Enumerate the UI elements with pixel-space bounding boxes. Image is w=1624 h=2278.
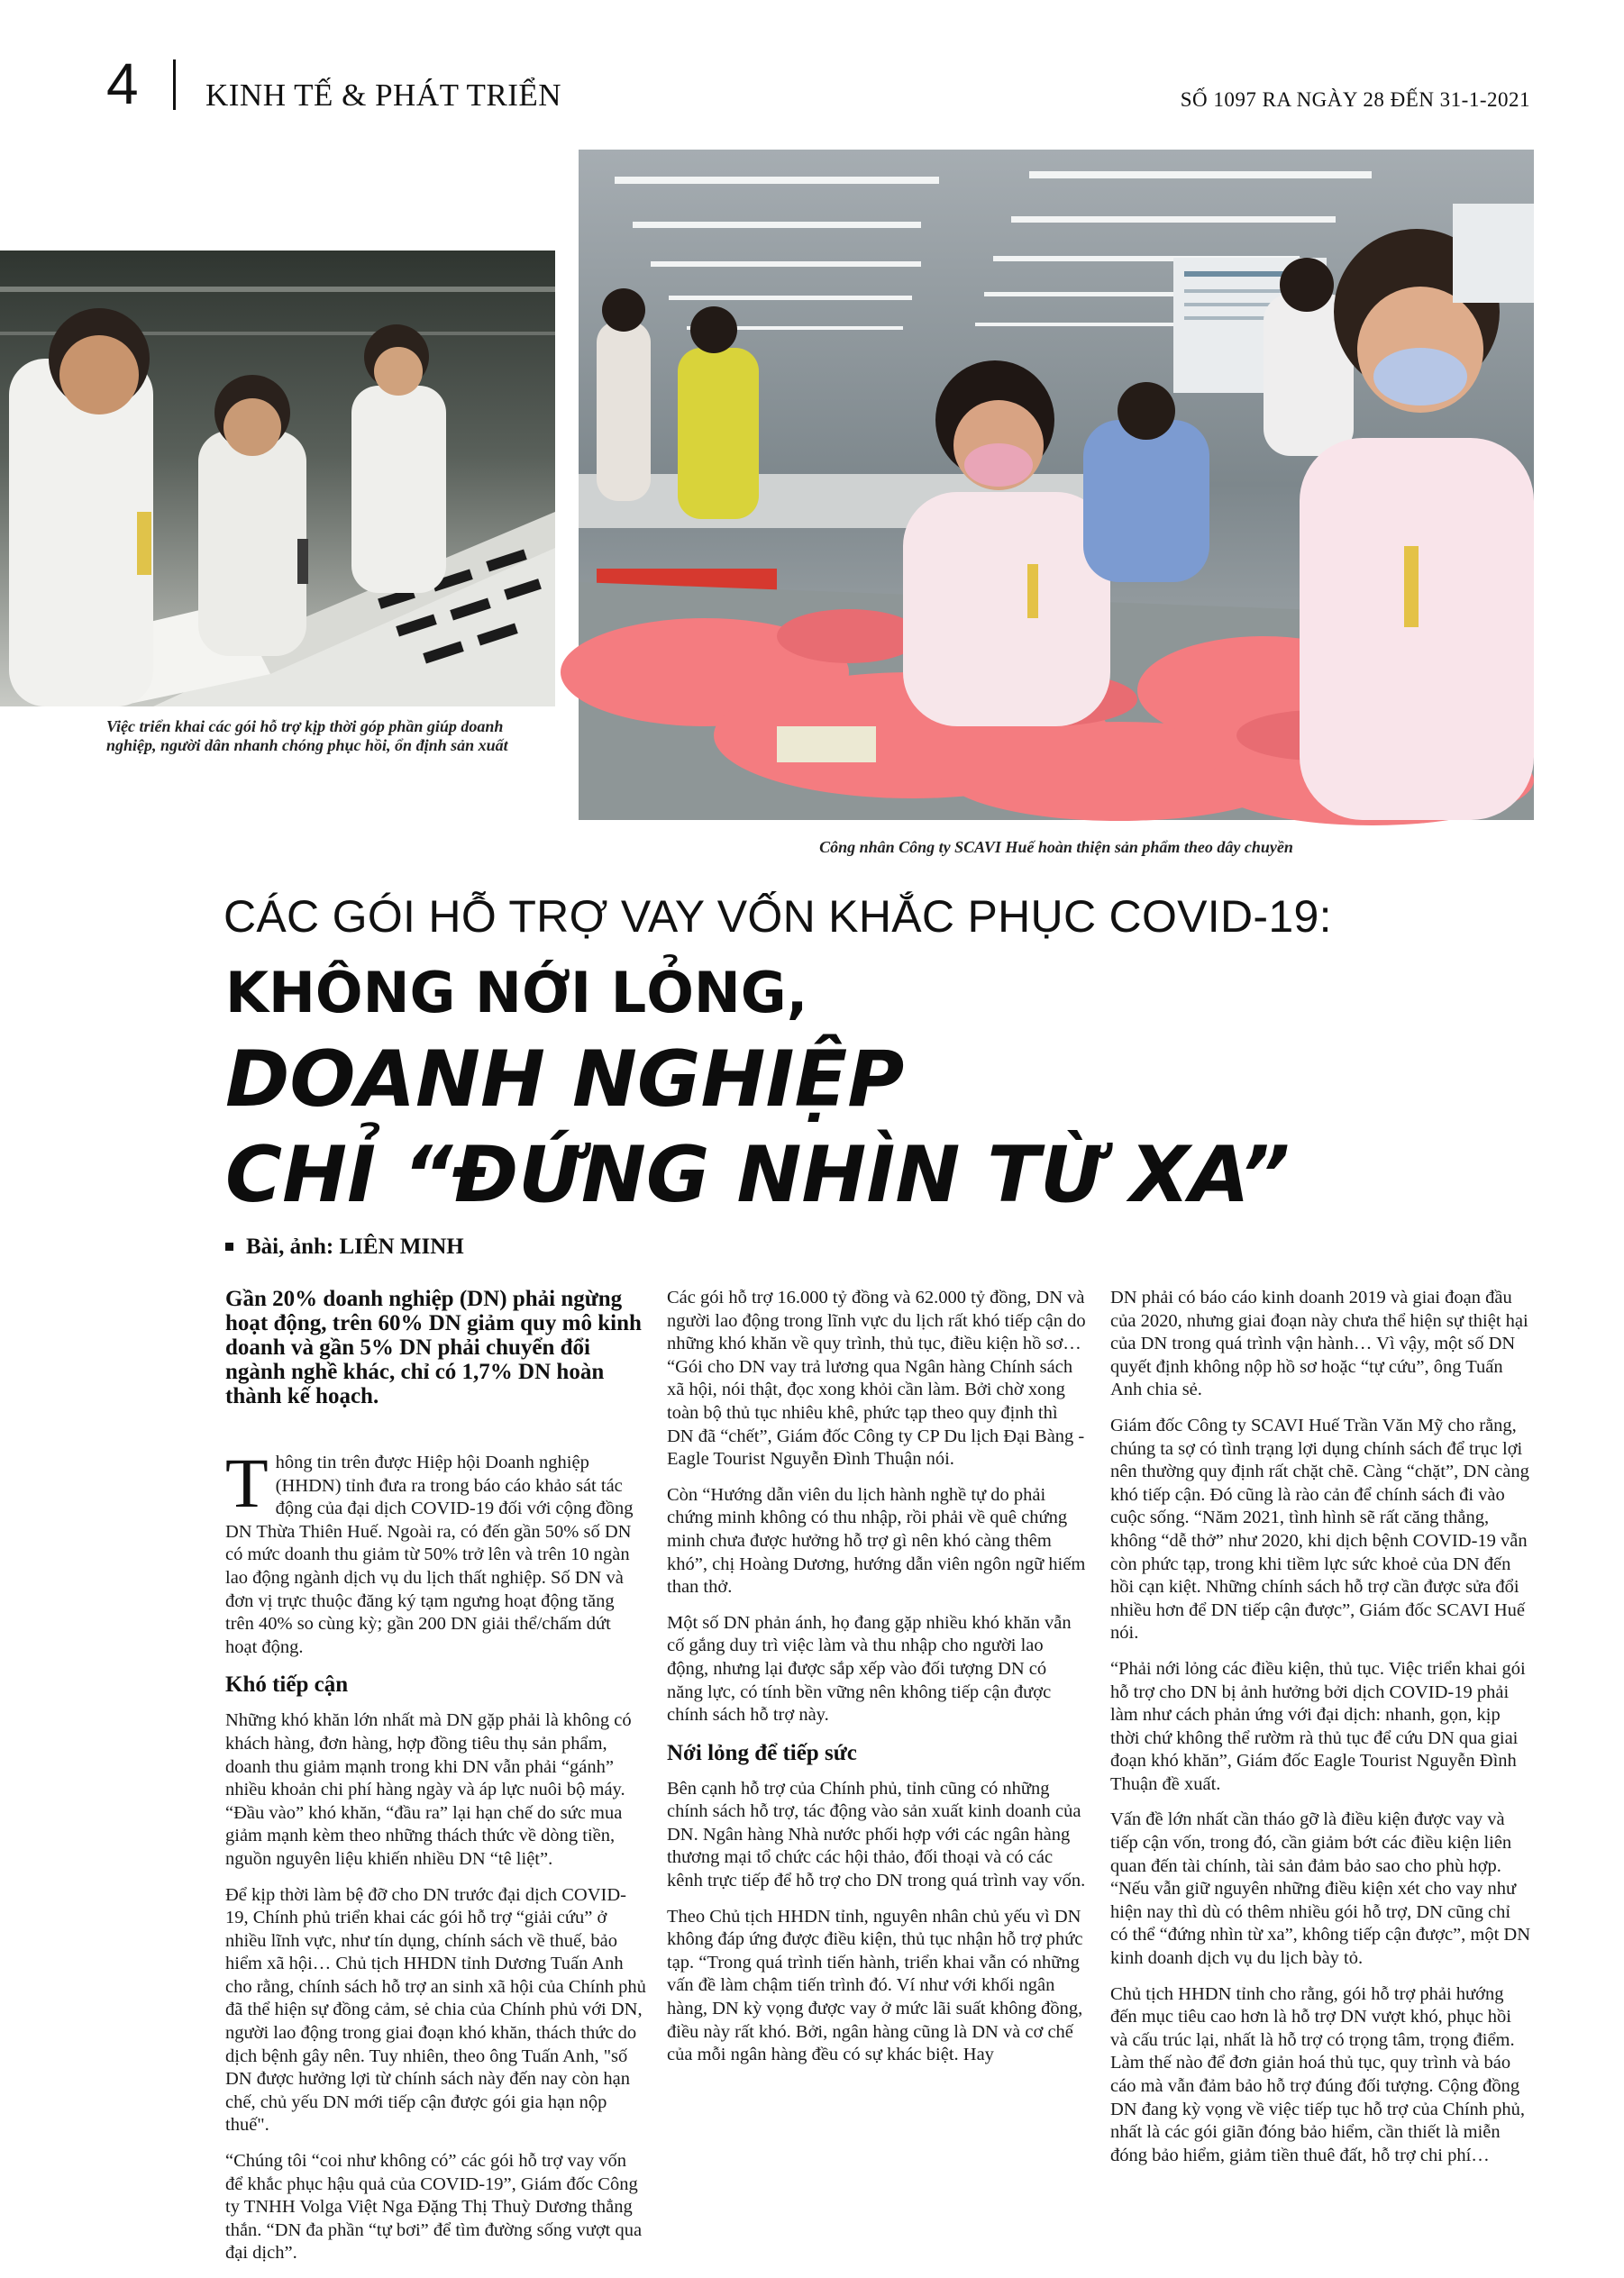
article-paragraph: DN phải có báo cáo kinh doanh 2019 và giai đoạn đầu của 2020, nhưng giai đoạn này chưa thể hiện sự thiệt hại của DN trong quá trình vận hành… Vì vậy, một số DN quyết định không nộp hồ sơ hoặc “tự cứu”, ông Tuấn Anh chia sẻ. xyxy=(1110,1288,1528,1400)
byline-bullet-icon xyxy=(225,1243,233,1251)
page-header xyxy=(0,0,1624,126)
subheading-noi-long: Nới lỏng để tiếp sức xyxy=(667,1740,857,1765)
article-lead: Gần 20% doanh nghiệp (DN) phải ngừng hoạt động, trên 60% DN giảm quy mô kinh doanh và gần 5% DN phải chuyển đổi ngành nghề khác, chỉ có 1,7% DN hoàn thành kế hoạch. xyxy=(225,1287,642,1408)
photo-factory-line-image xyxy=(579,150,1534,820)
article-paragraph: Chủ tịch HHDN tỉnh cho rằng, gói hỗ trợ phải hướng đến mục tiêu cao hơn là hỗ trợ DN vượt khó, phục hồi và cấu trúc lại, nhất là hỗ trợ có trọng tâm, trọng điểm. Làm thế nào để đơn giản hoá thủ tục, quy trình và báo cáo mà vẫn đảm bảo hỗ trợ đúng đối tượng. Cộng đồng DN đang kỳ vọng về việc tiếp tục hỗ trợ của Chính phủ, nhất là các gói giãn đóng bảo hiểm, cần thiết là miễn đóng bảo hiểm, giảm tiền thuê đất, hỗ trợ chi phí… xyxy=(1110,1983,1526,2165)
photo-workers-inspecting-image xyxy=(0,251,555,706)
article-paragraph: Còn “Hướng dẫn viên du lịch hành nghề tự do phải chứng minh không có thu nhập, rồi phải về quê chứng minh chưa được hưởng hỗ trợ gì nên khó càng thêm khó”, chị Hoàng Dương, hướng dẫn viên ngôn ngữ hiếm than thở. xyxy=(667,1484,1086,1598)
article-column-2 xyxy=(667,1287,1087,2080)
section-name: KINH TẾ & PHÁT TRIỂN xyxy=(205,77,561,113)
subheading-kho-tiep-can: Khó tiếp cận xyxy=(225,1672,349,1698)
page-number: 4 xyxy=(106,51,139,116)
article-paragraph: Theo Chủ tịch HHDN tỉnh, nguyên nhân chủ yếu vì DN không đáp ứng được điều kiện, thủ tục nhận hỗ trợ phức tạp. “Trong quá trình tiến hành, triển khai vẫn có những vấn đề làm chậm tiến trình đó. Ví như với khối ngân hàng, DN kỳ vọng được vay ở mức lãi suất không đồng, điều này rất khó. Bởi, ngân hàng cũng là DN và cơ chế của mỗi ngân hàng đều có sự khác biệt. Hay xyxy=(667,1906,1083,2065)
article-paragraph: Bên cạnh hỗ trợ của Chính phủ, tỉnh cũng có những chính sách hỗ trợ, tác động vào sản xuất kinh doanh của DN. Ngân hàng Nhà nước phối hợp với các ngân hàng thương mại tổ chức các hội thảo, đối thoại và có các kênh trực tiếp để hỗ trợ cho DN trong quá trình vay vốn. xyxy=(667,1778,1086,1891)
article-paragraph: Những khó khăn lớn nhất mà DN gặp phải là không có khách hàng, đơn hàng, hợp đồng tiêu thụ sản phẩm, doanh thu giảm mạnh trong khi DN vẫn phải “gánh” nhiều khoản chi phí hàng ngày và áp lực nuôi bộ máy. “Đầu vào” khó khăn, “đầu ra” lại hạn chế do sức mua giảm mạnh kèm theo những thách thức về dòng tiền, nguồn nguyên liệu khiến nhiều DN “tê liệt”. xyxy=(225,1710,632,1869)
article-kicker: CÁC GÓI HỖ TRỢ VAY VỐN KHẮC PHỤC COVID-19: xyxy=(224,891,1332,942)
byline-text: Bài, ảnh: LIÊN MINH xyxy=(246,1235,464,1259)
left-photo-caption: Việc triển khai các gói hỗ trợ kịp thời góp phần giúp doanh nghiệp, người dân nhanh chóng phục hồi, ổn định sản xuất xyxy=(106,717,508,754)
headline-line-1: KHÔNG NỚI LỎNG, xyxy=(225,960,808,1025)
photo-workers-inspecting xyxy=(0,251,555,706)
article-paragraph: Các gói hỗ trợ 16.000 tỷ đồng và 62.000 tỷ đồng, DN và người lao động trong lĩnh vực du lịch rất khó tiếp cận do những khó khăn về quy trình, thủ tục, điều kiện hồ sơ… “Gói cho DN vay trả lương qua Ngân hàng Chính sách xã hội, nói thật, đọc xong khỏi cần làm. Bởi chờ xong toàn bộ thủ tục nhiêu khê, phức tạp theo quy định thì DN đã “chết”, Giám đốc Công ty CP Du lịch Đại Bàng - Eagle Tourist Nguyễn Đình Thuận nói. xyxy=(667,1288,1086,1470)
article-column-1 xyxy=(225,1287,647,2278)
photo-factory-line xyxy=(579,150,1534,820)
article-paragraph: Giám đốc Công ty SCAVI Huế Trần Văn Mỹ cho rằng, chúng ta sợ có tình trạng lợi dụng chính sách để trục lợi nên thường quy định rất chặt chẽ. Càng “chặt”, DN càng khó tiếp cận. Đó cũng là rào cản để chính sách đi vào cuộc sống. “Năm 2021, tình hình sẽ rất căng thẳng, không “dễ thở” như 2020, khi dịch bệnh COVID-19 vẫn còn phức tạp, trong khi tiềm lực sức khoẻ của DN đến hồi cạn kiệt. Những chính sách hỗ trợ cần được sửa đổi nhiều hơn để DN tiếp cận được”, Giám đốc SCAVI Huế nói. xyxy=(1110,1415,1529,1644)
headline-line-2: DOANH NGHIỆP xyxy=(225,1034,905,1125)
header-divider xyxy=(173,59,176,110)
drop-cap: T xyxy=(225,1444,269,1522)
article-paragraph: Một số DN phản ánh, họ đang gặp nhiều khó khăn vẫn cố gắng duy trì việc làm và thu nhập cho người lao động, nhưng lại được sắp xếp vào đối tượng DN có năng lực, có tính bền vững nên không tiếp cận được chính sách hỗ trợ này. xyxy=(667,1612,1072,1726)
issue-info: SỐ 1097 RA NGÀY 28 ĐẾN 31-1-2021 xyxy=(1180,88,1530,111)
headline-line-3: CHỈ “ĐỨNG NHÌN TỪ XA” xyxy=(225,1130,1291,1220)
article-paragraph: Thông tin trên được Hiệp hội Doanh nghiệp (HHDN) tỉnh đưa ra trong báo cáo khảo sát tác động của đại dịch COVID-19 đối với cộng đồng DN Thừa Thiên Huế. Ngoài ra, có đến gần 50% số DN có mức doanh thu giảm từ 50% trở lên và trên 10 ngàn lao động ngành dịch vụ du lịch thất nghiệp. Số DN và đơn vị trực thuộc đăng ký tạm ngưng hoạt động tăng trên 40% so cùng kỳ; gần 200 DN giải thể/chấm dứt hoạt động. xyxy=(225,1444,634,1657)
byline xyxy=(225,1235,464,1260)
right-photo-caption: Công nhân Công ty SCAVI Huế hoàn thiện sản phẩm theo dây chuyền xyxy=(819,838,1293,856)
article-paragraph: “Phải nới lỏng các điều kiện, thủ tục. Việc triển khai gói hỗ trợ cho DN bị ảnh hưởng bởi dịch COVID-19 phải làm như cách phản ứng với đại dịch: nhanh, gọn, kịp thời chứ không thể rườm rà thủ tục để cứu DN qua giai đoạn khó khăn”, Giám đốc Eagle Tourist Nguyễn Đình Thuận đề xuất. xyxy=(1110,1658,1526,1794)
article-column-3 xyxy=(1110,1287,1530,2180)
article-paragraph: “Chúng tôi “coi như không có” các gói hỗ trợ vay vốn để khắc phục hậu quả của COVID-19”, Giám đốc Công ty TNHH Volga Việt Nga Đặng Thị Thuỳ Dương thẳng thắn. “DN đa phần “tự bơi” để tìm đường sống vượt qua đại dịch”. xyxy=(225,2151,643,2264)
article-paragraph: Vấn đề lớn nhất cần tháo gỡ là điều kiện được vay và tiếp cận vốn, trong đó, cần giảm bớt các điều kiện liên quan đến tài chính, tài sản đảm bảo sao cho phù hợp. “Nếu vẫn giữ nguyên những điều kiện xét cho vay như hiện nay thì dù có thêm nhiều gói hỗ trợ, DN cũng chỉ có thể “đứng nhìn từ xa”, không tiếp cận được”, một DN kinh doanh dịch vụ du lịch bày tỏ. xyxy=(1110,1809,1531,1969)
article-paragraph: Để kịp thời làm bệ đỡ cho DN trước đại dịch COVID-19, Chính phủ triển khai các gói hỗ trợ “giải cứu” ở nhiều lĩnh vực, như tín dụng, chính sách về thuế, bảo hiểm xã hội… Chủ tịch HHDN tỉnh Dương Tuấn Anh cho rằng, chính sách hỗ trợ an sinh xã hội của Chính phủ đã thể hiện sự đồng cảm, sẻ chia của Chính phủ với DN, người lao động trong giai đoạn khó khăn, thách thức do dịch bệnh gây nên. Tuy nhiên, theo ông Tuấn Anh, "số DN được hưởng lợi từ chính sách này đến nay còn hạn chế, chủ yếu DN mới tiếp cận được gói gia hạn nộp thuế". xyxy=(225,1884,646,2136)
